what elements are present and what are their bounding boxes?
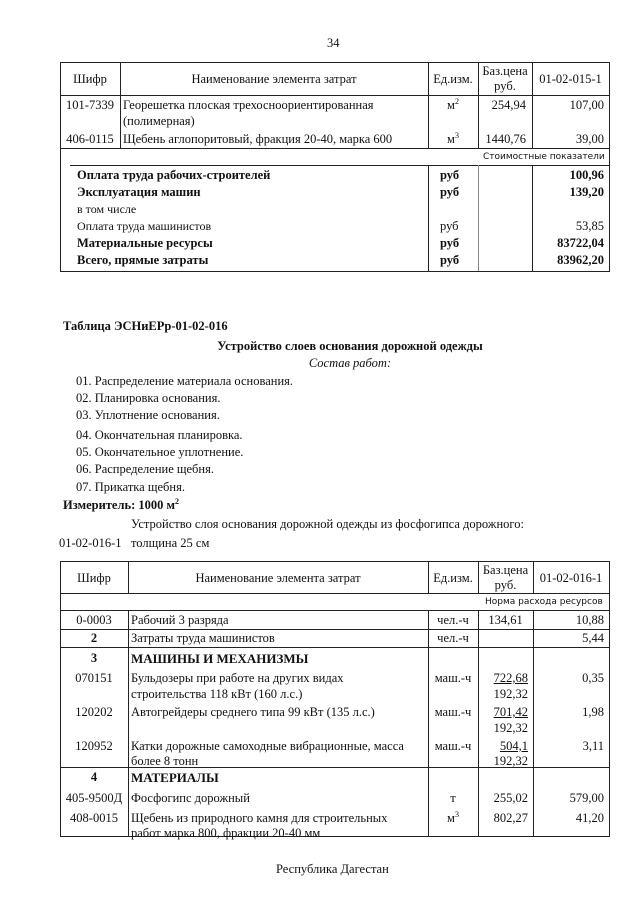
measure-unit: Измеритель: 1000 $м^2$	[63, 497, 180, 512]
work-item: 01. Распределение материала основания.	[76, 374, 294, 388]
table-title: Таблица ЭСНиЕРр-01-02-016	[63, 319, 228, 333]
header-code: Шифр	[73, 72, 107, 86]
header-price: Баз.цена руб.	[482, 563, 529, 592]
work-item: 06. Распределение щебня.	[76, 462, 214, 476]
footer-region: Республика Дагестан	[276, 862, 389, 876]
header-price: Баз.цена руб.	[482, 64, 528, 93]
header-name: Наименование элемента затрат	[191, 72, 357, 86]
header-code: Шифр	[77, 571, 111, 585]
header-name: Наименование элемента затрат	[195, 571, 361, 585]
section-heading: Устройство слоев основания дорожной одежды	[217, 339, 483, 353]
norm-description: Устройство слоя основания дорожной одежды из фосфогипса дорожного:	[131, 517, 524, 531]
work-item: 07. Прикатка щебня.	[76, 480, 185, 494]
work-item: 02. Планировка основания.	[76, 391, 221, 405]
section-label: Норма расхода ресурсов	[485, 597, 603, 607]
header-unit: Ед.изм.	[433, 72, 473, 86]
header-norm: 01-02-016-1	[539, 571, 603, 585]
header-norm: 01-02-015-1	[539, 72, 602, 86]
norm-variant: толщина 25 см	[131, 536, 210, 550]
header-unit: Ед.изм.	[433, 571, 473, 585]
work-item: 05. Окончательное уплотнение.	[76, 445, 244, 459]
page-number: 34	[327, 36, 340, 50]
work-item: 04. Окончательная планировка.	[76, 428, 243, 442]
works-title: Состав работ:	[308, 356, 392, 370]
norm-code: 01-02-016-1	[59, 536, 122, 550]
work-item: 03. Уплотнение основания.	[76, 408, 220, 422]
section-label: Стоимостные показатели	[483, 152, 605, 162]
